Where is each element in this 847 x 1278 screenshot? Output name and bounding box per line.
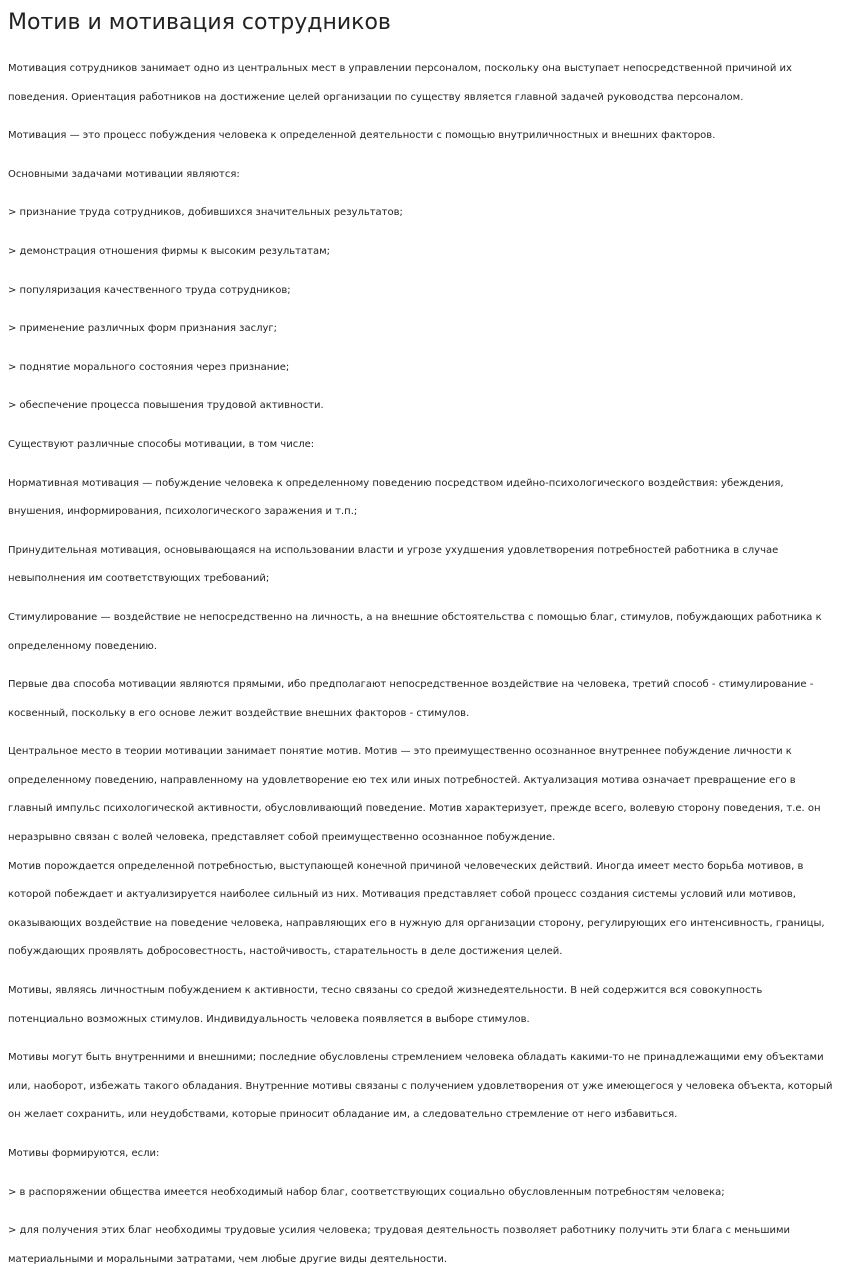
page-title: Мотив и мотивация сотрудников bbox=[8, 10, 391, 35]
list-item-task: > поднятие морального состояния через признание; bbox=[8, 361, 290, 373]
list-item-task: > применение различных форм признания заслуг; bbox=[8, 323, 278, 335]
paragraph-motive-concept: Центральное место в теории мотивации занимает понятие мотив. Мотив — это преимущественно осознанное внутреннее побуждение личности к определенному поведению, направленному на удовлетворение ею тех или иных потребностей. Актуализация мотива означает превращение его в главный импульс психологической активности, обусловливающий поведение. Мотив характеризует, прежде всего, волевую сторону поведения, т.е. он неразрывно связан с волей человека, представляет собой преимущественно осознанное побуждение. bbox=[8, 746, 821, 844]
paragraph-definition: Мотивация — это процесс побуждения человека к определенной деятельности с помощью внутриличностных и внешних факторов. bbox=[8, 130, 716, 142]
paragraph-motive-environment: Мотивы, являясь личностным побуждением к активности, тесно связаны со средой жизнедеятельности. В ней содержится вся совокупность потенциально возможных стимулов. Индивидуальность человека появляется в выборе стимулов. bbox=[8, 985, 763, 1025]
list-item-task: > признание труда сотрудников, добившихся значительных результатов; bbox=[8, 207, 403, 219]
paragraph-internal-external: Мотивы могут быть внутренними и внешними; последние обусловлены стремлением человека обладать какими-то не принадлежащими ему объектами или, наоборот, избежать такого обладания. Внутренние мотивы связаны с получением удовлетворения от уже имеющегося у человека объекта, который он желает сохранить, или неудобствами, которые приносит обладание им, а следовательно стремление от него избавиться. bbox=[8, 1052, 833, 1121]
list-item-task: > популяризация качественного труда сотрудников; bbox=[8, 284, 291, 296]
paragraph-stimulation: Стимулирование — воздействие не непосредственно на личность, а на внешние обстоятельства с помощью благ, стимулов, побуждающих работника к определенному поведению. bbox=[8, 611, 822, 652]
list-item-condition: > для получения этих благ необходимы трудовые усилия человека; трудовая деятельность позволяет работнику получить эти блага с меньшими материальными и моральными затратами, чем любые другие виды деятельности. bbox=[8, 1225, 791, 1265]
paragraph-motive-origin: Мотив порождается определенной потребностью, выступающей конечной причиной человеческих действий. Иногда имеет место борьба мотивов, в которой побеждает и актуализируется наиболее сильный из них. Мотивация представляет собой процесс создания системы условий или мотивов, оказывающих воздействие на поведение человека, направляющих его в нужную для организации сторону, регулирующих его интенсивность, границы, побуждающих проявлять добросовестность, настойчивость, старательность в деле достижения целей. bbox=[8, 860, 825, 958]
paragraph-intro: Мотивация сотрудников занимает одно из центральных мест в управлении персоналом, поскольку она выступает непосредственной причиной их поведения. Ориентация работников на достижение целей организации по существу является главной задачей руководства персоналом. bbox=[8, 63, 792, 103]
list-item-task: > обеспечение процесса повышения трудовой активности. bbox=[8, 400, 324, 412]
paragraph-coercive: Принудительная мотивация, основывающаяся на использовании власти и угрозе ухудшения удовлетворения потребностей работника в случае невыполнения им соответствующих требований; bbox=[8, 544, 779, 585]
list-item-condition: > в распоряжении общества имеется необходимый набор благ, соответствующих социально обусловленным потребностям человека; bbox=[8, 1186, 725, 1198]
paragraph-normative: Нормативная мотивация — побуждение человека к определенному поведению посредством идейно-психологического воздействия: убеждения, внушения, информирования, психологического заражения и т.п.; bbox=[8, 477, 784, 518]
paragraph-formation-heading: Мотивы формируются, если: bbox=[8, 1148, 160, 1159]
paragraph-direct-indirect: Первые два способа мотивации являются прямыми, ибо предполагают непосредственное воздействие на человека, третий способ - стимулирование - косвенный, поскольку в его основе лежит воздействие внешних факторов - стимулов. bbox=[8, 679, 814, 719]
paragraph-tasks-heading: Основными задачами мотивации являются: bbox=[8, 168, 240, 180]
paragraph-methods-heading: Существуют различные способы мотивации, в том числе: bbox=[8, 438, 315, 450]
list-item-task: > демонстрация отношения фирмы к высоким результатам; bbox=[8, 245, 330, 257]
